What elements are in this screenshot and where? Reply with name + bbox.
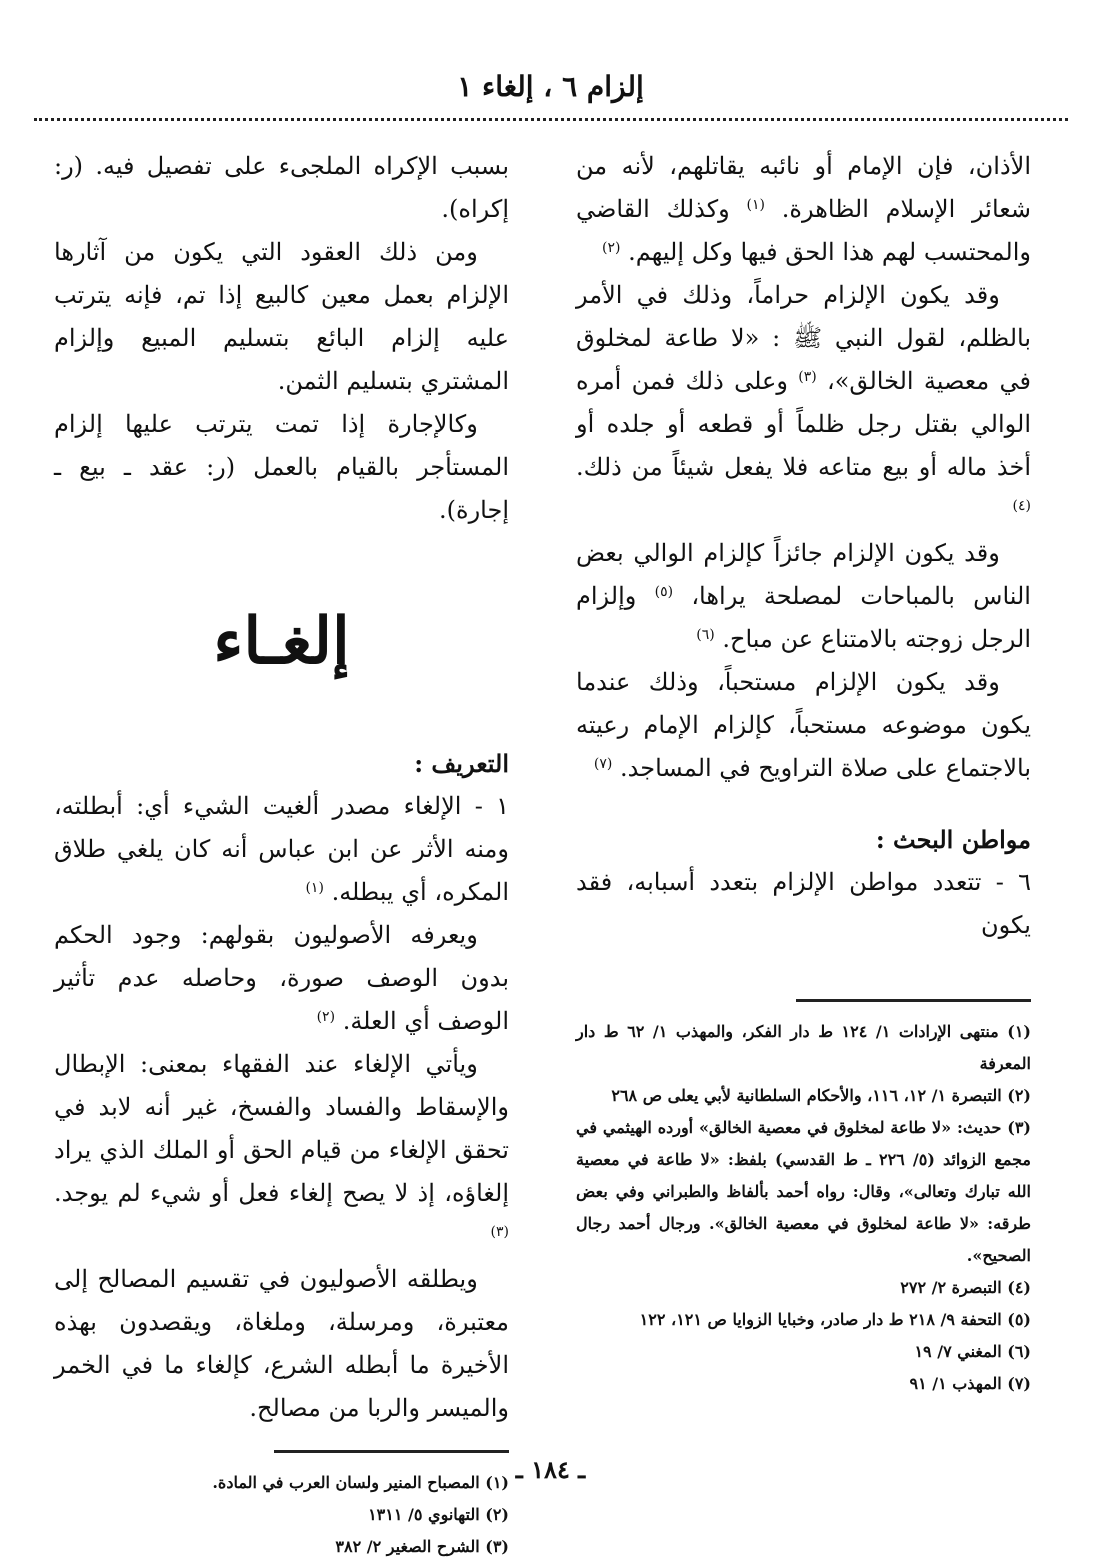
footnote-ref[interactable]: (٤) — [1012, 498, 1031, 514]
left-column — [54, 145, 509, 1563]
footnote-ref[interactable]: (٣) — [490, 1224, 509, 1240]
section-subheading: مواطن البحث : — [875, 825, 1031, 854]
text: وقد يكون الإلزام جائزاً كإلزام الوالي بعض الناس بالمباحات لمصلحة يراها، — [576, 539, 1031, 610]
paragraph: ويطلقه الأصوليون في تقسيم المصالح إلى معتبرة، ومرسلة، وملغاة، ويقصدون بهذه الأخيرة ما أبطله الشرع، كإلغاء ما في الخمر والميسر والربا من مصالح. — [54, 1265, 509, 1422]
footnote-ref[interactable]: (٧) — [593, 756, 613, 772]
paragraph: ومن ذلك العقود التي يكون من آثارها الإلزام بعمل معين كالبيع إذا تم، فإنه يترتب عليه إلزام البائع بتسليم المبيع وإلزام المشتري بتسليم الثمن. — [54, 238, 509, 395]
text: وقد يكون الإلزام حراماً، وذلك في الأمر بالظلم، لقول النبي ﷺ : «لا طاعة لمخلوق في معصية الخالق»، — [576, 281, 1031, 395]
footnote-ref[interactable]: (٢) — [316, 1009, 336, 1025]
paragraph — [576, 145, 1031, 274]
paragraph — [54, 1043, 509, 1258]
paragraph — [576, 532, 1031, 661]
text: ويعرفه الأصوليون بقولهم: وجود الحكم بدون الوصف صورة، وحاصله عدم تأثير الوصف أي العلة. — [54, 921, 509, 1035]
footnote: (٢) التهانوي ٥/ ١٣١١ — [368, 1505, 509, 1524]
footnote: (٥) التحفة ٩/ ٢١٨ ط دار صادر، وخبايا الزوايا ص ١٢١، ١٢٢ — [639, 1310, 1031, 1329]
footnote-ref[interactable]: (١) — [305, 880, 324, 896]
text: وقد يكون الإلزام مستحباً، وذلك عندما يكون موضوعه مستحباً، كإلزام الإمام رعيته بالاجتماع على صلاة التراويح في المساجد. — [576, 668, 1031, 782]
text: وعلى ذلك فمن أمره الوالي بقتل رجل ظلماً أو قطعه أو جلده أو أخذ ماله أو بيع متاعه فلا يفعل شيئاً من ذلك. — [576, 367, 1031, 481]
text: ١ - الإلغاء مصدر ألغيت الشيء أي: أبطلته، ومنه الأثر عن ابن عباس أنه كان يلغي طلاق المكره، أي يبطله. — [54, 792, 509, 906]
paragraph — [576, 661, 1031, 790]
footnote: (٤) التبصرة ٢/ ٢٧٢ — [900, 1278, 1031, 1297]
footnote: (١) منتهى الإرادات ١/ ١٢٤ ط دار الفكر، والمهذب ١/ ٦٢ ط دار المعرفة — [576, 1022, 1031, 1073]
footnote: (٣) حديث: «لا طاعة لمخلوق في معصية الخالق» أورده الهيثمي في مجمع الزوائد (٥/ ٢٢٦ ـ ط القدسي) بلفظ: «لا طاعة في معصية الله تبارك وتعالى»، وقال: رواه أحمد بألفاظ والطبراني وفي بعض طرقه: «لا طاعة لمخلوق في معصية الخالق». ورجال أحمد رجال الصحيح». — [576, 1118, 1032, 1265]
paragraph — [54, 914, 509, 1043]
footnote: (٣) الشرح الصغير ٢/ ٣٨٢ — [335, 1537, 509, 1556]
footnote-ref[interactable]: (٦) — [696, 627, 715, 643]
spacer — [54, 1430, 509, 1450]
page-number: ـ ١٨٤ ـ — [515, 1455, 586, 1484]
paragraph — [576, 274, 1031, 532]
section-title: إلغـاء — [213, 604, 350, 679]
text: وكذلك القاضي والمحتسب لهم هذا الحق فيها وكل إليهم. — [576, 195, 1031, 266]
right-column — [576, 145, 1031, 1400]
footnote-ref[interactable]: (١) — [746, 197, 765, 213]
footnote-divider — [796, 999, 1031, 1002]
running-header: إلزام ٦ ، إلغاء ١ — [457, 70, 644, 103]
footnote-divider — [274, 1450, 509, 1453]
text: ويأتي الإلغاء عند الفقهاء بمعنى: الإبطال والإسقاط والفساد والفسخ، غير أنه لابد في تحقق الإلغاء من قيام الحق أو الملك الذي يراد إلغاؤه، إذ لا يصح إلغاء فعل أو شيء لم يوجد. — [54, 1050, 509, 1207]
spacer — [576, 947, 1031, 999]
footnote: (١) المصباح المنير ولسان العرب في المادة. — [212, 1473, 509, 1492]
paragraph: بسبب الإكراه الملجىء على تفصيل فيه. (ر: إكراه). — [54, 152, 509, 223]
paragraph: وكالإجارة إذا تمت يترتب عليها إلزام المستأجر بالقيام بالعمل (ر: عقد ـ بيع ـ إجارة). — [54, 410, 509, 524]
footnote-ref[interactable]: (٢) — [602, 240, 621, 256]
paragraph: ٦ - تتعدد مواطن الإلزام بتعدد أسبابه، فقد يكون — [576, 868, 1031, 939]
section-subheading: التعريف : — [414, 749, 509, 778]
text: الأذان، فإن الإمام أو نائبه يقاتلهم، لأنه من شعائر الإسلام الظاهرة. — [576, 152, 1031, 223]
header-divider — [34, 118, 1068, 121]
footnote: (٧) المهذب ١/ ٩١ — [909, 1374, 1031, 1393]
paragraph — [54, 785, 509, 914]
footnote: (٦) المغني ٧/ ١٩ — [914, 1342, 1031, 1361]
footnote: (٢) التبصرة ١/ ١٢، ١١٦، والأحكام السلطانية لأبي يعلى ص ٢٦٨ — [611, 1086, 1031, 1105]
footnote-ref[interactable]: (٥) — [654, 584, 674, 600]
footnote-ref[interactable]: (٣) — [798, 369, 817, 385]
text: وإلزام الرجل زوجته بالامتناع عن مباح. — [576, 582, 1031, 653]
